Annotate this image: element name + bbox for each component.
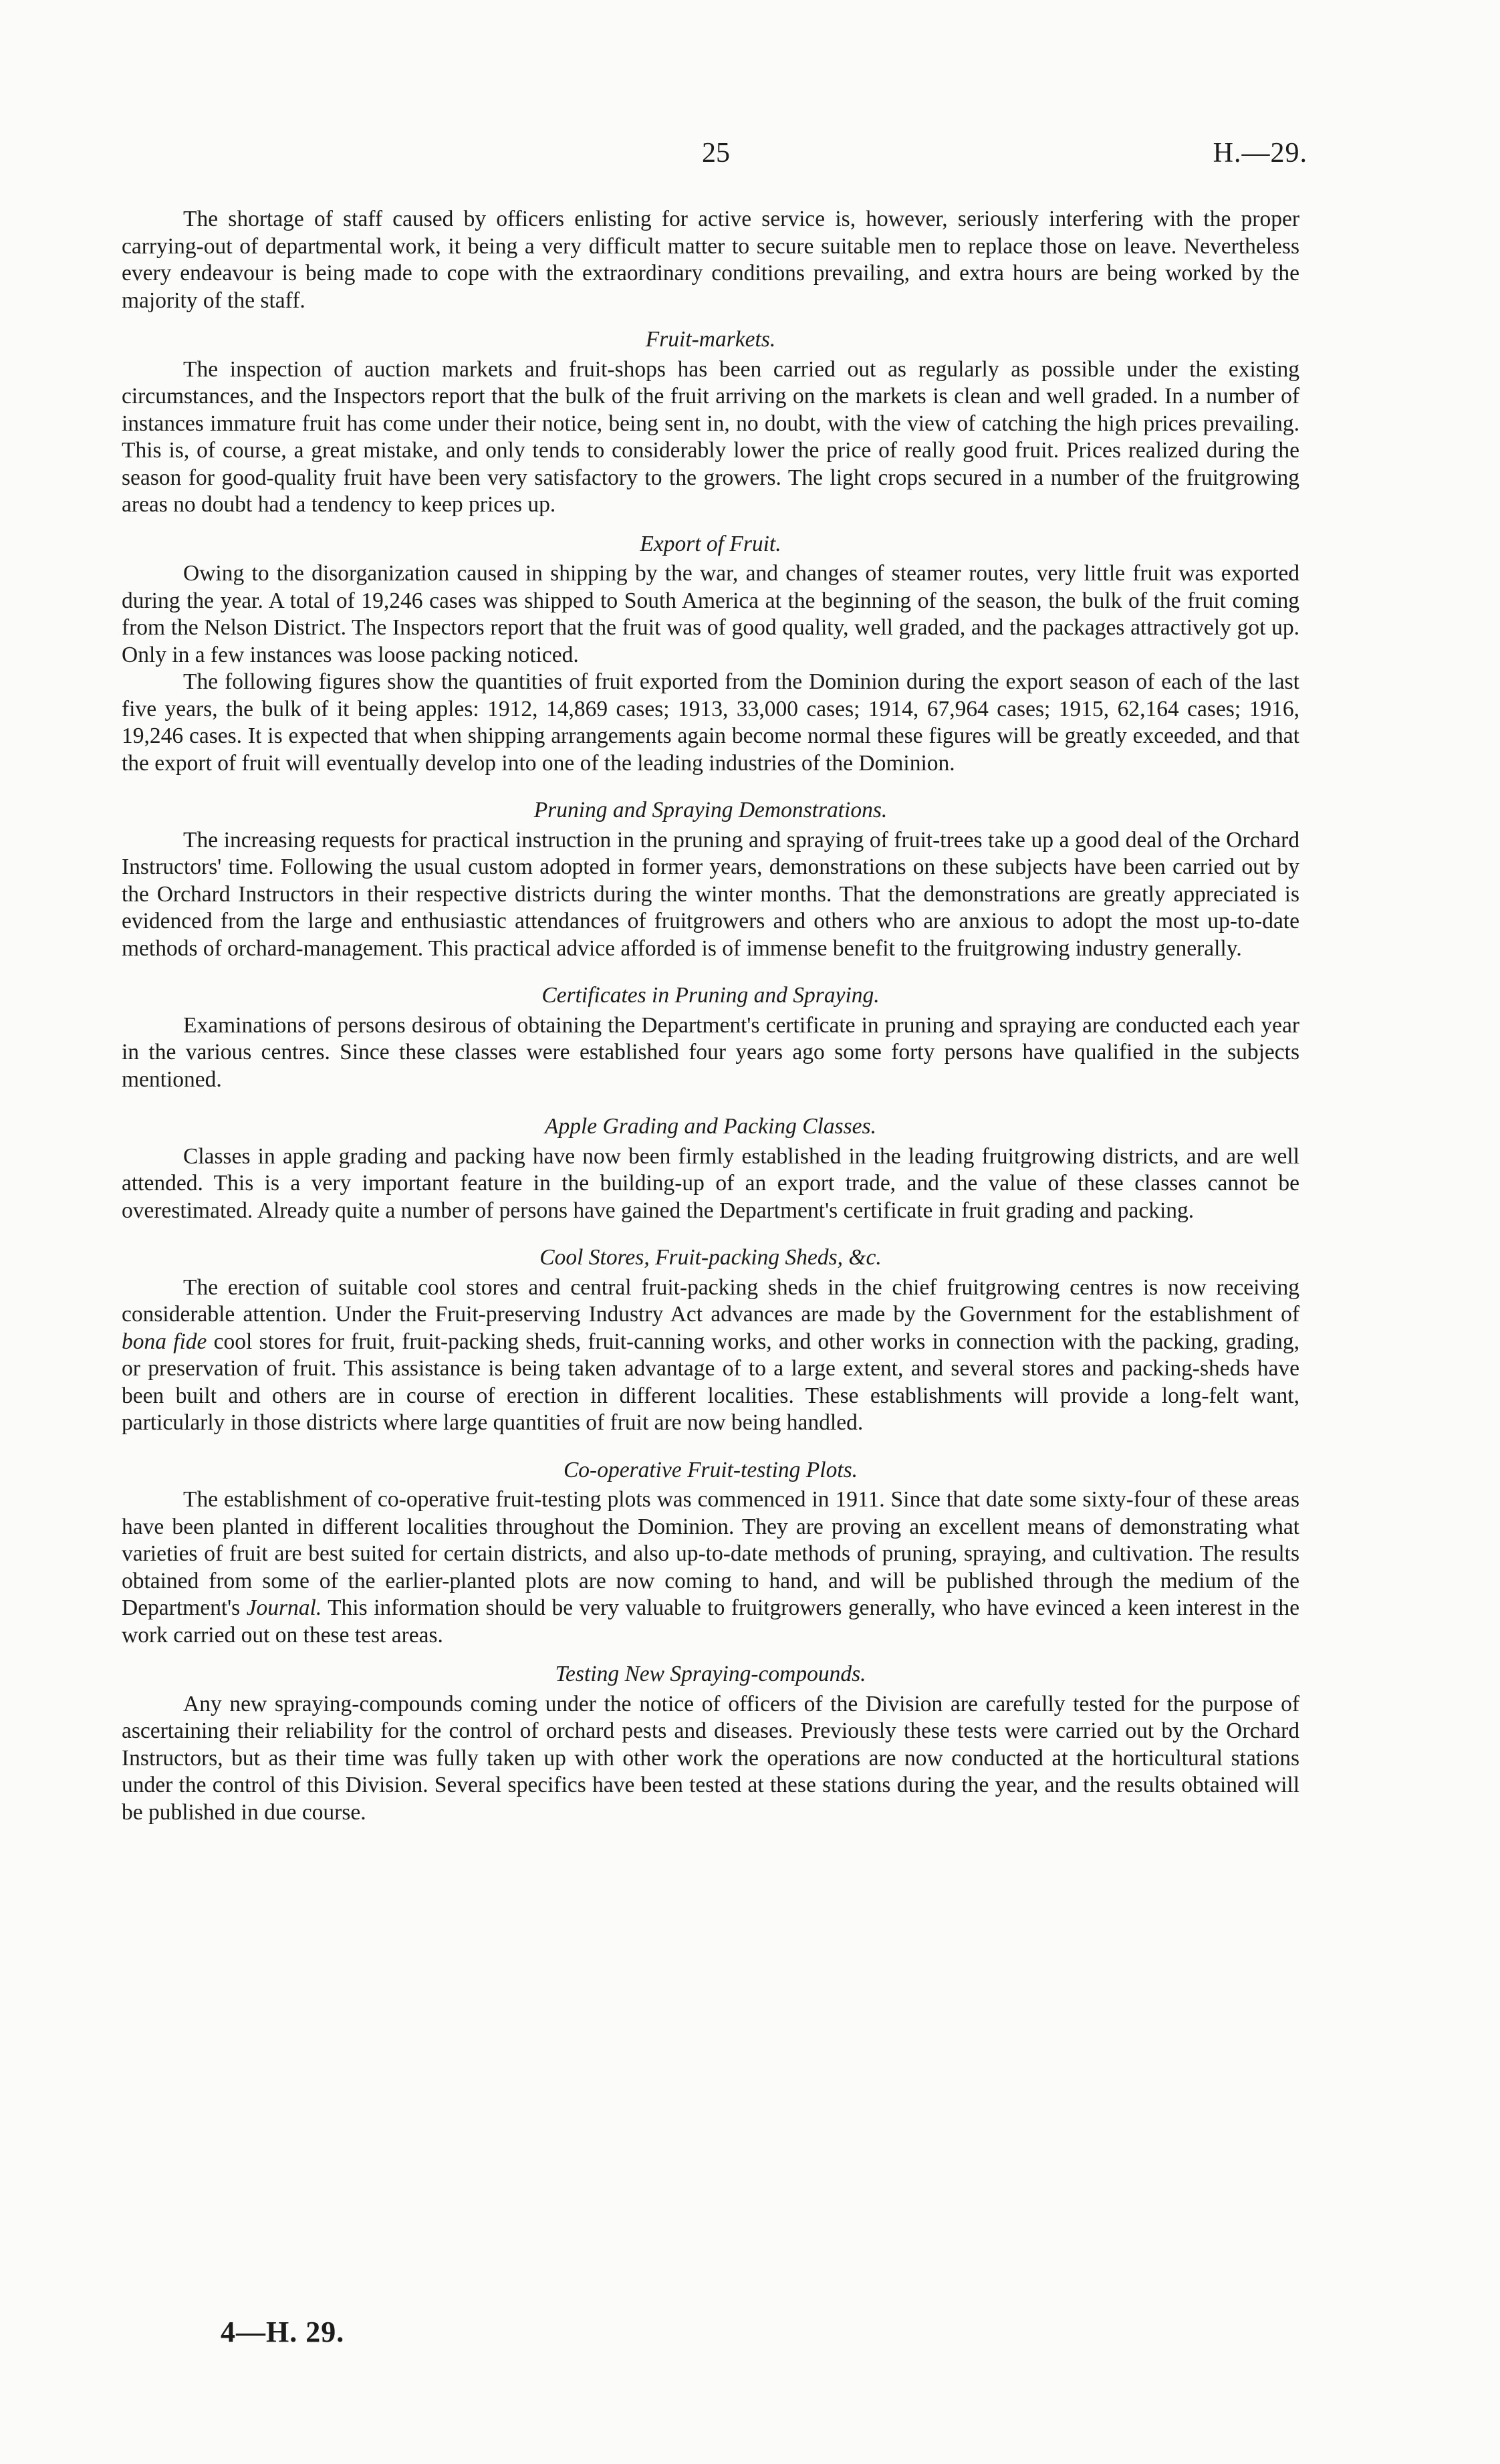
heading-spraying-compounds: Testing New Spraying-compounds.	[555, 1662, 866, 1686]
heading-apple-grading: Apple Grading and Packing Classes.	[545, 1114, 876, 1139]
heading-export-of-fruit: Export of Fruit.	[640, 531, 781, 556]
paragraph-staff-shortage: The shortage of staff caused by officers enlisting for active service is, however, seriously interfering with the proper carrying-out of departmental work, it being a very difficult matter to secure suitable men to replace those on leave. Nevertheless every endeavour is being made to cope with the extraordinary conditions prevailing, and extra hours are being worked by the majority of the staff.	[122, 207, 1299, 313]
document-reference: H.—29.	[1213, 138, 1307, 169]
paragraph-spraying-compounds: Any new spraying-compounds coming under the notice of officers of the Division are carefully tested for the purpose of ascertaining their reliability for the control of orchard pests and diseases. Previously these tests were carried out by the Orchard Instructors, but as their time was fully taken up with other work the operations are now conducted at the horticultural stations under the control of this Division. Several specifics have been tested at these stations during the year, and the results obtained will be published in due course.	[122, 1691, 1299, 1825]
paragraph-export-2: The following figures show the quantities of fruit exported from the Dominion during the export season of each of the last five years, the bulk of it being apples: 1912, 14,869 cases; 1913, 33,000 cases; 1914, 67,964 cases; 1915, 62,164 cases; 1916, 19,246 cases. It is expected that when shipping arrangements again become normal these figures will be greatly exceeded, and that the export of fruit will eventually develop into one of the leading industries of the Dominion.	[122, 669, 1299, 776]
heading-cool-stores: Cool Stores, Fruit-packing Sheds, &c.	[539, 1245, 882, 1270]
paragraph-certificates: Examinations of persons desirous of obtaining the Department's certificate in pruning and spraying are conducted each year in the various centres. Since these classes were established four years ago some forty persons have qualified in the subjects mentioned.	[122, 1012, 1299, 1092]
cool-stores-text-b: cool stores for fruit, fruit-packing sheds, fruit-canning works, and other works in connection with the packing, grading, or preservation of fruit. This assistance is being taken advantage of to a large extent, and several stores and packing-sheds have been built and others are in course of erection in different localities. These establishments will provide a long-felt want, particularly in those districts where large quantities of fruit are now being handled.	[122, 1329, 1300, 1435]
paragraph-cool-stores	[122, 1274, 1299, 1437]
paragraph-export-1: Owing to the disorganization caused in shipping by the war, and changes of steamer routes, very little fruit was exported during the year. A total of 19,246 cases was shipped to South America at the beginning of the season, the bulk of the fruit coming from the Nelson District. The Inspectors report that the fruit was of good quality, well graded, and the packages attractively got up. Only in a few instances was loose packing noticed.	[122, 561, 1299, 667]
cool-stores-italic: bona fide	[122, 1329, 207, 1354]
page-header	[0, 137, 1500, 177]
heading-testing-plots: Co-operative Fruit-testing Plots.	[563, 1457, 858, 1482]
testing-plots-text-b: This information should be very valuable to fruitgrowers generally, who have evinced a keen interest in the work carried out on these test areas.	[122, 1595, 1299, 1648]
testing-plots-italic: Journal.	[246, 1595, 322, 1620]
heading-certificates: Certificates in Pruning and Spraying.	[541, 983, 880, 1008]
heading-pruning-demonstrations: Pruning and Spraying Demonstrations.	[533, 798, 888, 822]
page-signature: 4—H. 29.	[221, 2316, 345, 2348]
paragraph-testing-plots	[122, 1486, 1299, 1649]
heading-fruit-markets: Fruit-markets.	[645, 327, 776, 352]
page-number: 25	[702, 138, 730, 169]
cool-stores-text-a: The erection of suitable cool stores and central fruit-packing sheds in the chief fruitgrowing centres is now receiving considerable attention. Under the Fruit-preserving Industry Act advances are made by the Government for the establishment of	[122, 1274, 1299, 1327]
document-body	[122, 206, 1299, 1826]
paragraph-apple-grading: Classes in apple grading and packing have now been firmly established in the leading fruitgrowing districts, and are well attended. This is a very important feature in the building-up of an export trade, and the value of these classes cannot be overestimated. Already quite a number of persons have gained the Department's certificate in fruit grading and packing.	[122, 1143, 1299, 1223]
paragraph-pruning: The increasing requests for practical instruction in the pruning and spraying of fruit-trees take up a good deal of the Orchard Instructors' time. Following the usual custom adopted in former years, demonstrations on these subjects have been carried out by the Orchard Instructors in their respective districts during the winter months. That the demonstrations are greatly appreciated is evidenced from the large and enthusiastic attendances of fruitgrowers and others who are anxious to adopt the most up-to-date methods of orchard-management. This practical advice afforded is of immense benefit to the fruitgrowing industry generally.	[122, 827, 1299, 961]
testing-plots-text-a: The establishment of co-operative fruit-testing plots was commenced in 1911. Since that date some sixty-four of these areas have been planted in different localities throughout the Dominion. They are proving an excellent means of demonstrating what varieties of fruit are best suited for certain districts, and also up-to-date methods of pruning, spraying, and cultivation. The results obtained from some of the earlier-planted plots are now coming to hand, and will be published through the medium of the Department's	[122, 1487, 1299, 1620]
paragraph-fruit-markets: The inspection of auction markets and fruit-shops has been carried out as regularly as possible under the existing circumstances, and the Inspectors report that the bulk of the fruit arriving on the markets is clean and well graded. In a number of instances immature fruit has come under their notice, being sent in, no doubt, with the view of catching the high prices prevailing. This is, of course, a great mistake, and only tends to considerably lower the price of really good fruit. Prices realized during the season for good-quality fruit have been very satisfactory to the growers. The light crops secured in a number of the fruitgrowing areas no doubt had a tendency to keep prices up.	[122, 356, 1299, 517]
